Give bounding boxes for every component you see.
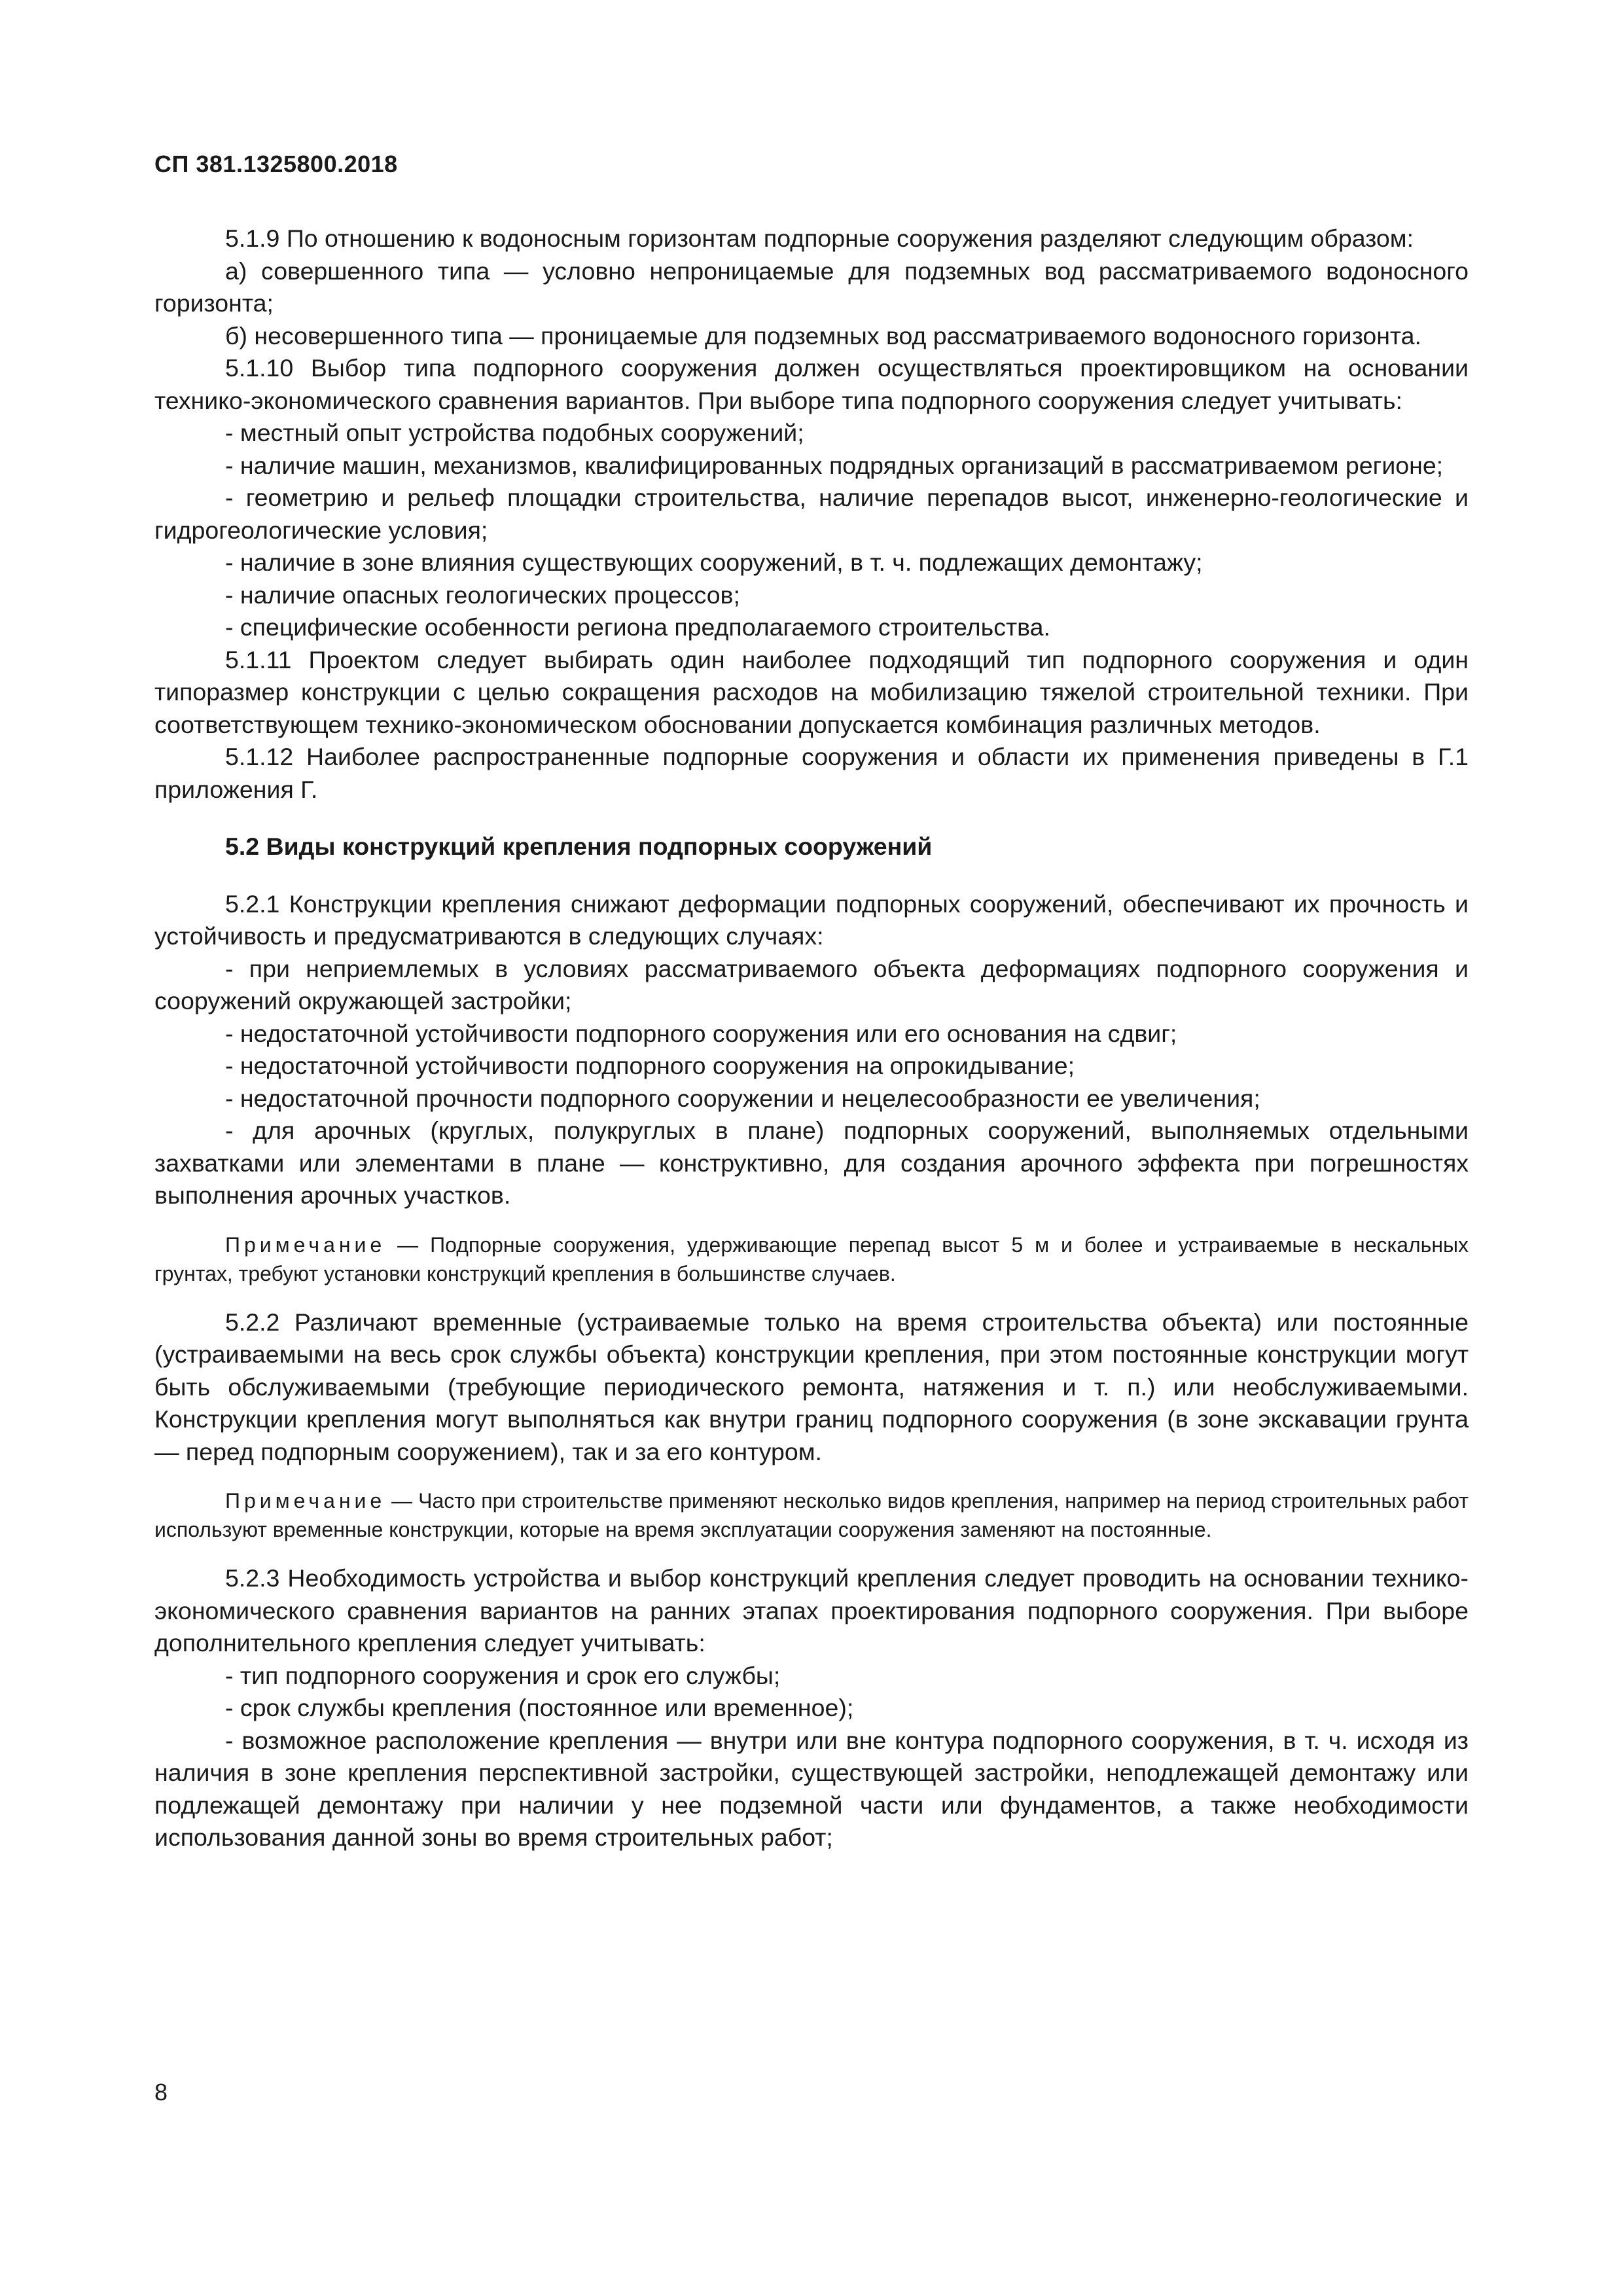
bullet-item: - недостаточной устойчивости подпорного сооружения или его основания на сдвиг; bbox=[225, 1019, 1177, 1047]
bullet-item: - наличие в зоне влияния существующих сооружений, в т. ч. подлежащих демонтажу; bbox=[225, 548, 1203, 576]
paragraph-5-2-3: 5.2.3 Необходимость устройства и выбор конструкций крепления следует проводить на основании технико-экономического сравнения вариантов на ранних этапах проектирования подпорного сооружения. При выборе дополнительного крепления следует учитывать: bbox=[154, 1564, 1469, 1657]
bullet-item: - срок службы крепления (постоянное или временное); bbox=[225, 1694, 854, 1721]
section-heading-5-2: 5.2 Виды конструкций крепления подпорных сооружений bbox=[225, 833, 933, 860]
note-2 bbox=[154, 1486, 1469, 1544]
note-label: Примечание bbox=[225, 1232, 386, 1257]
paragraph-5-2-2: 5.2.2 Различают временные (устраиваемые только на время строительства объекта) или постоянные (устраиваемыми на весь срок службы объекта) конструкции крепления, при этом постоянные конструкции могут быть обслуживаемыми (требующие периодического ремонта, натяжения и т. п.) или необслуживаемыми. Конструкции крепления могут выполняться как внутри границ подпорного сооружения (в зоне экскавации грунта — перед подпорным сооружением), так и за его контуром. bbox=[154, 1308, 1469, 1465]
paragraph-5-1-11: 5.1.11 Проектом следует выбирать один наиболее подходящий тип подпорного сооружения и один типоразмер конструкции с целью сокращения расходов на мобилизацию тяжелой строительной техники. При соответствующем технико-экономическом обосновании допускается комбинация различных методов. bbox=[154, 645, 1469, 738]
note-1 bbox=[154, 1230, 1469, 1288]
bullet-item: - геометрию и рельеф площадки строительства, наличие перепадов высот, инженерно-геологические и гидрогеологические условия; bbox=[154, 484, 1469, 544]
bullet-item: - наличие опасных геологических процессов; bbox=[225, 581, 740, 609]
bullet-item: - возможное расположение крепления — внутри или вне контура подпорного сооружения, в т. ч. исходя из наличия в зоне крепления перспективной застройки, существующей застройки, неподлежащей демонтажу или подлежащей демонтажу при наличии у нее подземной части или фундаментов, а также необходимости использования данной зоны во время строительных работ; bbox=[154, 1726, 1469, 1851]
bullet-item: - при неприемлемых в условиях рассматриваемого объекта деформациях подпорного сооружения и сооружений окружающей застройки; bbox=[154, 954, 1469, 1014]
bullet-item: - специфические особенности региона предполагаемого строительства. bbox=[225, 613, 1050, 641]
paragraph-5-2-1: 5.2.1 Конструкции крепления снижают деформации подпорных сооружений, обеспечивают их прочность и устойчивость и предусматриваются в следующих случаях: bbox=[154, 889, 1469, 950]
paragraph-5-1-9: 5.1.9 По отношению к водоносным горизонтам подпорные сооружения разделяют следующим образом: bbox=[225, 224, 1414, 252]
note-text: — Подпорные сооружения, удерживающие перепад высот 5 м и более и устраиваемые в нескальных грунтах, требуют установки конструкций крепления в большинстве случаев. bbox=[154, 1232, 1469, 1285]
note-text: — Часто при строительстве применяют несколько видов крепления, например на период строительных работ используют временные конструкции, которые на время эксплуатации сооружения заменяют на постоянные. bbox=[154, 1489, 1469, 1541]
bullet-item: - для арочных (круглых, полукруглых в плане) подпорных сооружений, выполняемых отдельными захватками или элементами в плане — конструктивно, для создания арочного эффекта при погрешностях выполнения арочных участков. bbox=[154, 1117, 1469, 1209]
note-label: Примечание bbox=[225, 1489, 386, 1513]
document-code-header: СП 381.1325800.2018 bbox=[154, 151, 398, 177]
bullet-item: - местный опыт устройства подобных сооружений; bbox=[225, 419, 804, 446]
bullet-item: - недостаточной устойчивости подпорного сооружения на опрокидывание; bbox=[225, 1052, 1075, 1079]
bullet-item: - наличие машин, механизмов, квалифицированных подрядных организаций в рассматриваемом регионе; bbox=[225, 451, 1444, 479]
page-number: 8 bbox=[154, 2079, 168, 2106]
paragraph-5-1-10: 5.1.10 Выбор типа подпорного сооружения должен осуществляться проектировщиком на основании технико-экономического сравнения вариантов. При выборе типа подпорного сооружения следует учитывать: bbox=[154, 354, 1469, 414]
bullet-item: - недостаточной прочности подпорного сооружении и нецелесообразности ее увеличения; bbox=[225, 1084, 1260, 1112]
paragraph-5-1-12: 5.1.12 Наиболее распространенные подпорные сооружения и области их применения приведены в Г.1 приложения Г. bbox=[154, 743, 1469, 803]
list-item-b: б) несовершенного типа — проницаемые для подземных вод рассматриваемого водоносного горизонта. bbox=[225, 321, 1421, 350]
document-body bbox=[154, 223, 1469, 1854]
bullet-item: - тип подпорного сооружения и срок его службы; bbox=[225, 1661, 781, 1689]
list-item-a: а) совершенного типа — условно непроницаемые для подземных вод рассматриваемого водоносного горизонта; bbox=[154, 257, 1469, 317]
